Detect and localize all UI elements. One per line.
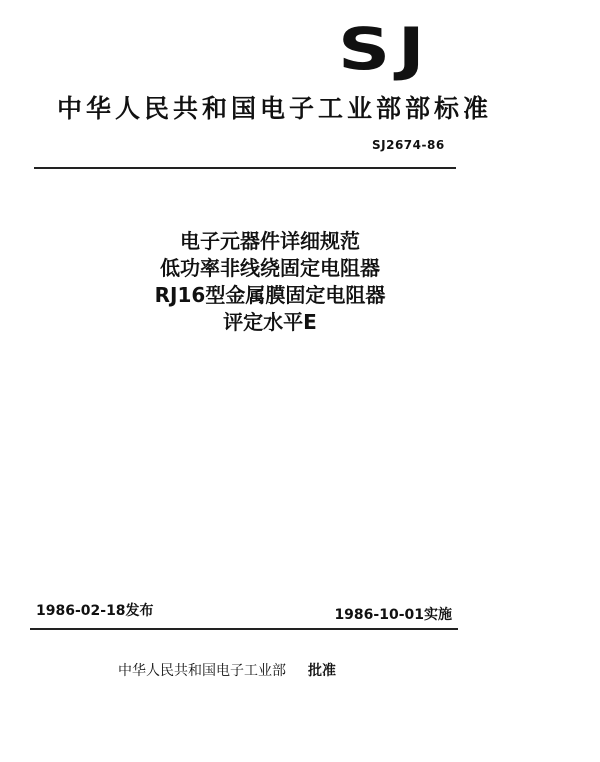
title-line-1: 电子元器件详细规范	[180, 229, 360, 253]
approving-authority: 中华人民共和国电子工业部	[118, 663, 286, 679]
document-title	[120, 228, 420, 336]
title-line-4: 评定水平E	[223, 310, 317, 334]
title-line-2: 低功率非线绕固定电阻器	[160, 256, 380, 280]
approval-line	[118, 664, 336, 678]
title-line-3: RJ16型金属膜固定电阻器	[154, 283, 386, 307]
ministry-standard-heading: 中华人民共和国电子工业部部标准	[57, 94, 493, 123]
issue-date: 1986-02-18发布	[36, 603, 154, 619]
implementation-date: 1986-10-01实施	[334, 607, 452, 623]
bottom-divider	[30, 628, 458, 630]
top-divider	[34, 167, 456, 169]
standard-code: SJ2674-86	[372, 138, 445, 152]
approve-word: 批准	[308, 663, 336, 679]
sj-logo: SJ	[338, 15, 433, 83]
